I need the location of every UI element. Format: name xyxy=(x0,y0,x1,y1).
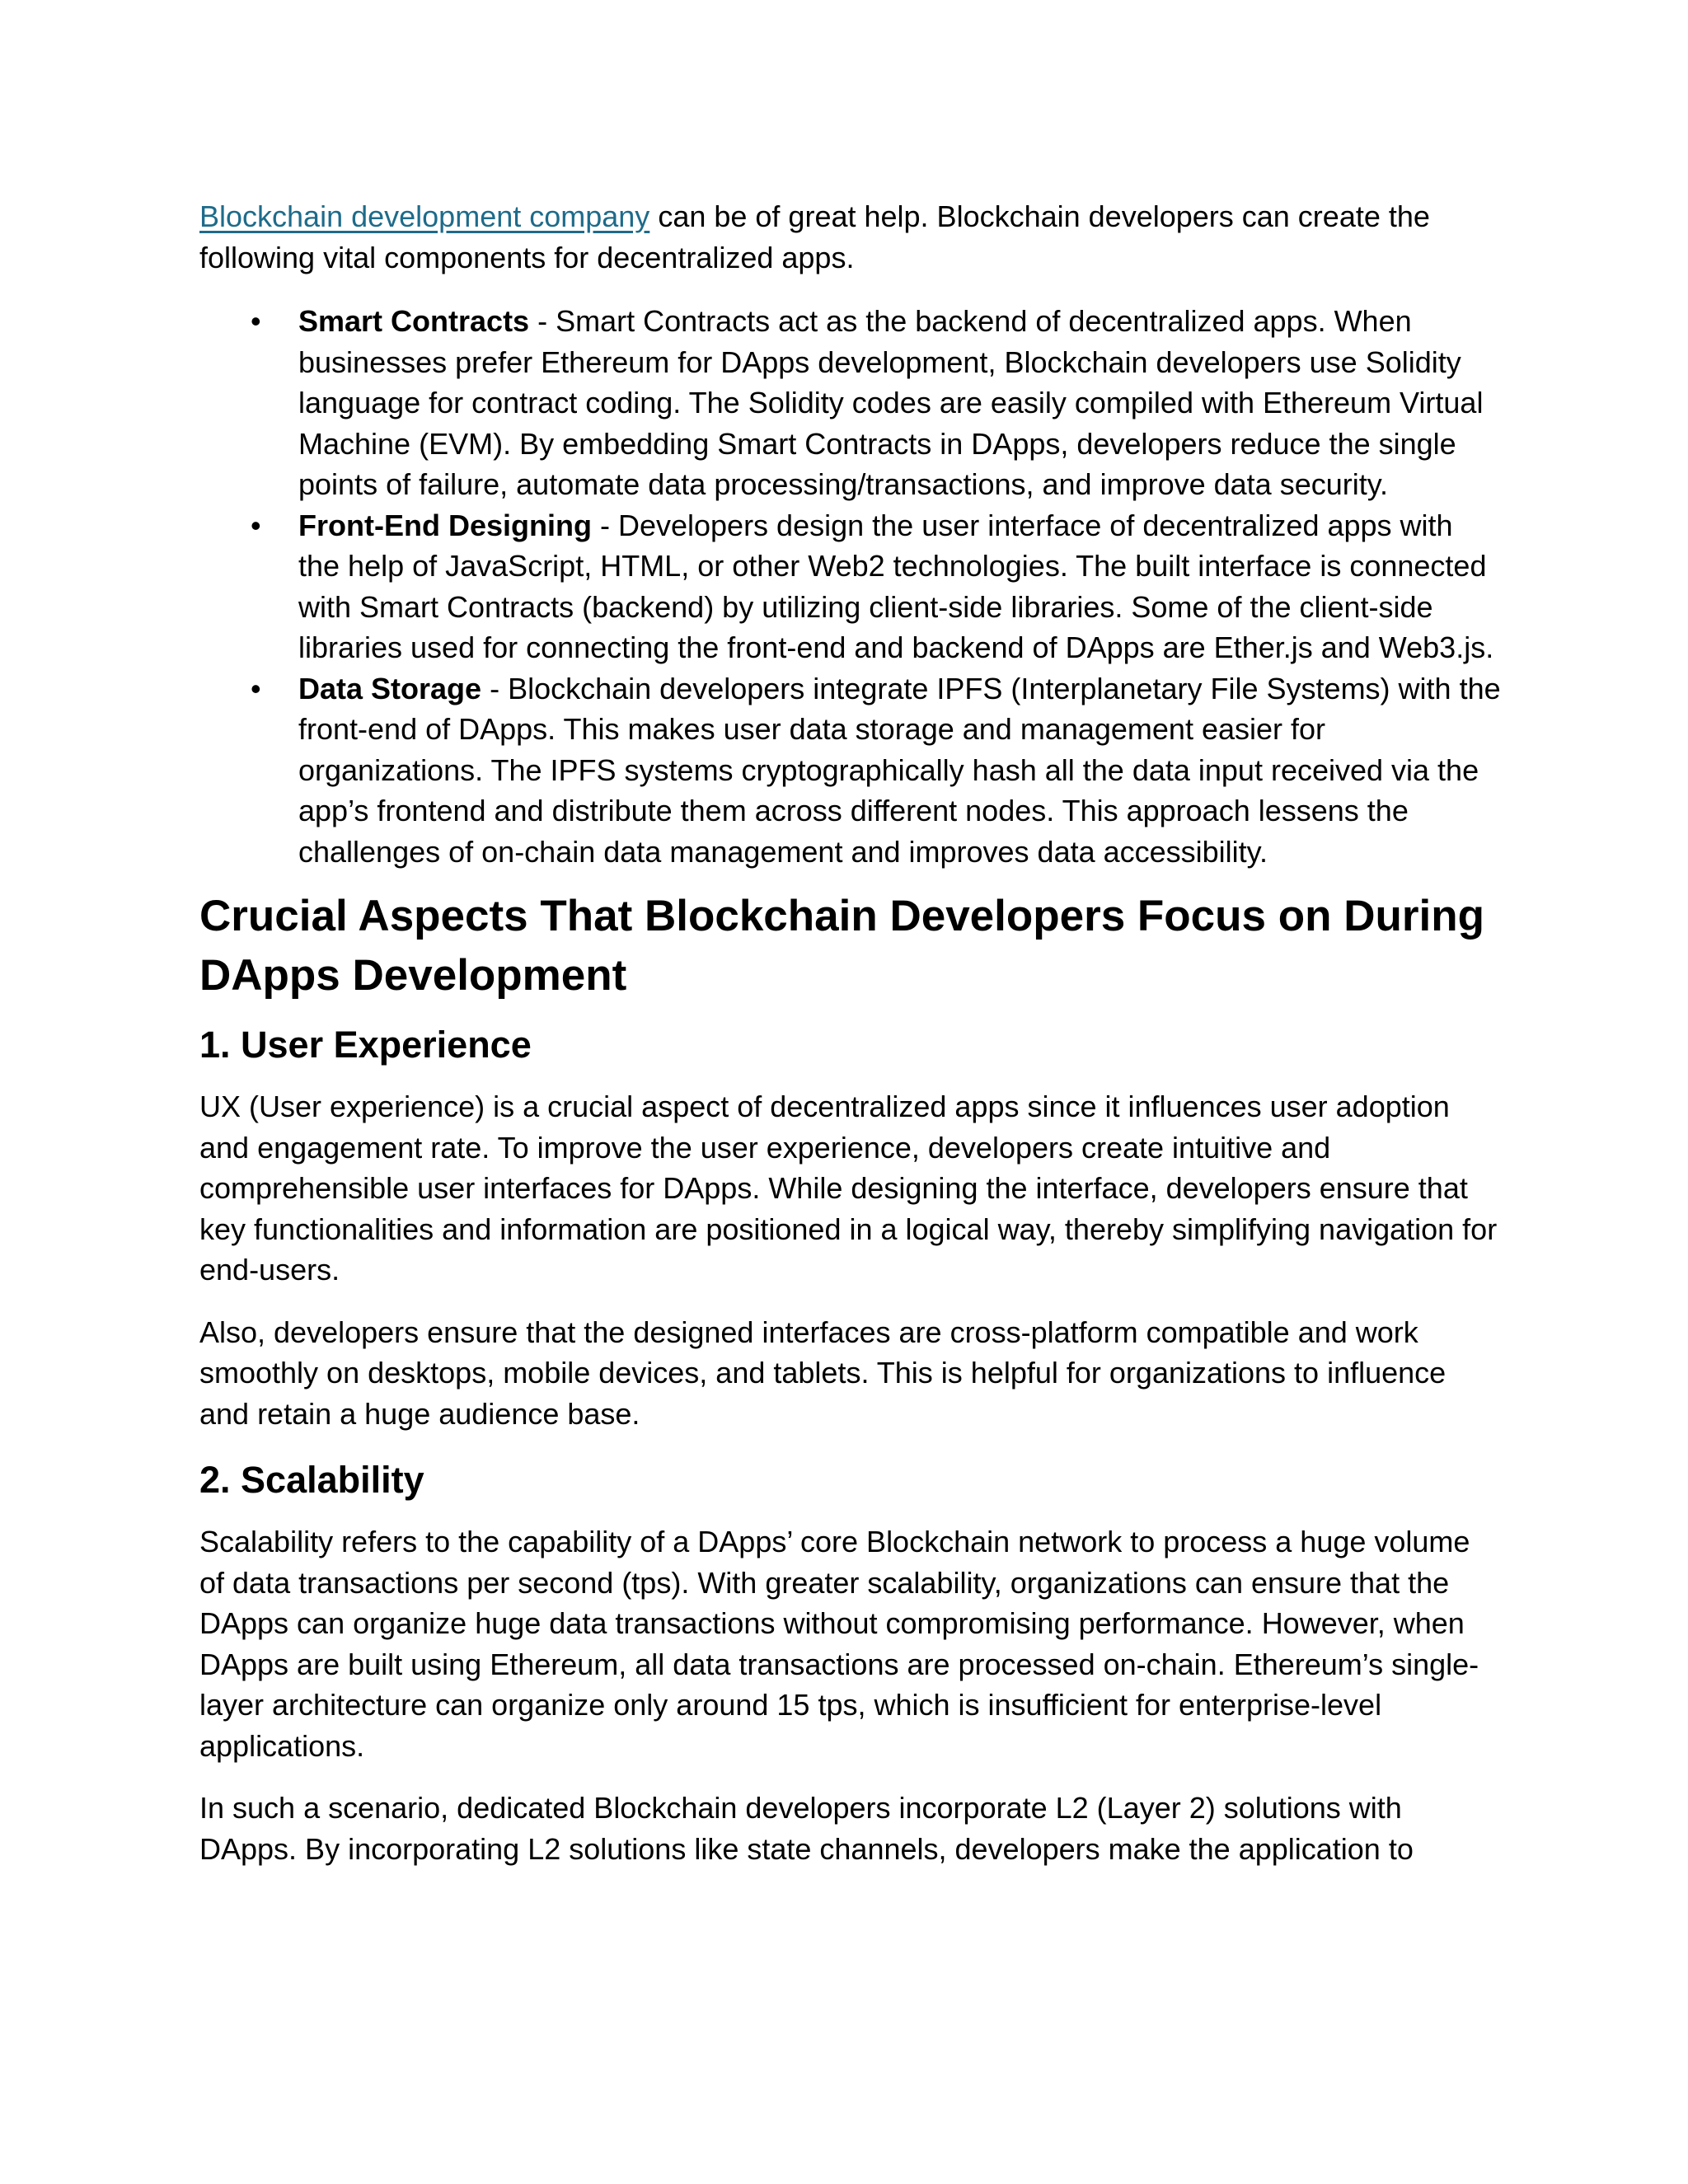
paragraph-scalability-1: Scalability refers to the capability of a DApps’ core Blockchain network to process a huge volume of data transactions per second (tps). With greater scalability, organizations can ensure that the DApps can organize huge data transactions without compromising performance. However, when DApps are built using Ethereum, all data transactions are processed on-chain. Ethereum’s single-layer architecture can organize only around 15 tps, which is insufficient for enterprise-level applications. xyxy=(199,1525,1479,1763)
paragraph-ux-2: Also, developers ensure that the designed interfaces are cross-platform compatible and work smoothly on desktops, mobile devices, and tablets. This is helpful for organizations to influence and retain a huge audience base. xyxy=(199,1315,1447,1431)
term-smart-contracts: Smart Contracts xyxy=(298,304,530,338)
list-item-data-storage xyxy=(251,668,1502,873)
desc-data-storage: - Blockchain developers integrate IPFS (Interplanetary File Systems) with the front-end of DApps. This makes user data storage and management easier for organizations. The IPFS systems cryptographically hash all the data input received via the app’s frontend and distribute them across different nodes. This approach lessens the challenges of on-chain data management and improves data accessibility. xyxy=(298,671,1501,869)
document-page xyxy=(199,196,1502,1891)
main-heading: Crucial Aspects That Blockchain Developers Focus on During DApps Development xyxy=(199,892,1484,1000)
list-item-front-end xyxy=(251,505,1502,668)
desc-front-end: - Developers design the user interface of decentralized apps with the help of JavaScript, HTML, or other Web2 technologies. The built interface is connected with Smart Contracts (backend) by utilizing client-side libraries. Some of the client-side libraries used for connecting the front-end and backend of DApps are Ether.js and Web3.js. xyxy=(298,508,1494,664)
term-front-end: Front-End Designing xyxy=(298,508,592,542)
desc-smart-contracts: - Smart Contracts act as the backend of decentralized apps. When businesses prefer Ethereum for DApps development, Blockchain developers use Solidity language for contract coding. The Solidity codes are easily compiled with Ethereum Virtual Machine (EVM). By embedding Smart Contracts in DApps, developers reduce the single points of failure, automate data processing/transactions, and improve data security. xyxy=(298,304,1484,501)
term-data-storage: Data Storage xyxy=(298,671,482,705)
bullet-icon: • xyxy=(251,508,261,542)
blockchain-company-link[interactable]: Blockchain development company xyxy=(199,199,650,233)
list-item-smart-contracts xyxy=(251,301,1502,505)
section-heading-scalability: 2. Scalability xyxy=(199,1459,424,1501)
section-heading-user-experience: 1. User Experience xyxy=(199,1024,532,1066)
bullet-icon: • xyxy=(251,671,261,705)
intro-paragraph xyxy=(199,196,1502,278)
components-list xyxy=(199,301,1502,872)
paragraph-ux-1: UX (User experience) is a crucial aspect of decentralized apps since it influences user adoption and engagement rate. To improve the user experience, developers create intuitive and comprehensible user interfaces for DApps. While designing the interface, developers ensure that key functionalities and information are positioned in a logical way, thereby simplifying navigation for end-users. xyxy=(199,1090,1498,1286)
intro-text: can be of great help. Blockchain developers can create the following vital components for decentralized apps. xyxy=(199,199,1430,274)
bullet-icon: • xyxy=(251,304,261,338)
paragraph-scalability-2: In such a scenario, dedicated Blockchain developers incorporate L2 (Layer 2) solutions with DApps. By incorporating L2 solutions like state channels, developers make the application to xyxy=(199,1791,1414,1866)
